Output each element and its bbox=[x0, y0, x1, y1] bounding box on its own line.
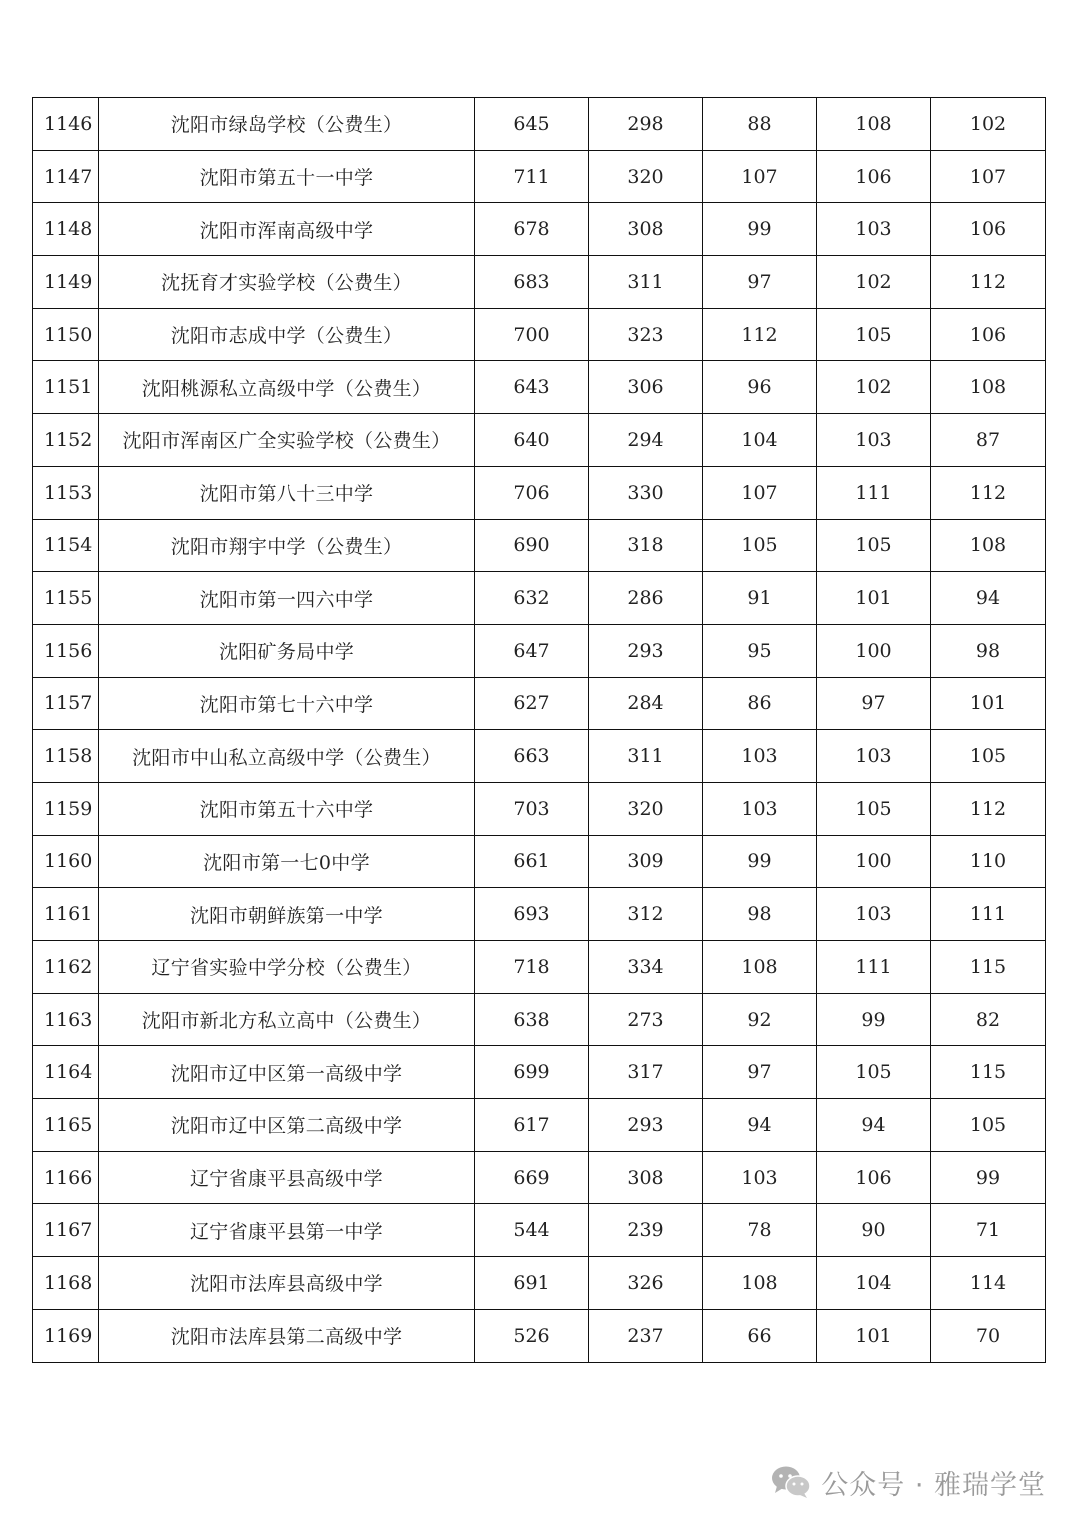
score-cell-3: 103 bbox=[703, 1151, 817, 1204]
score-cell-4: 102 bbox=[817, 256, 931, 309]
row-id-cell: 1163 bbox=[33, 993, 99, 1046]
score-cell-1: 691 bbox=[475, 1257, 589, 1310]
score-cell-3: 99 bbox=[703, 835, 817, 888]
school-name-cell: 辽宁省康平县第一中学 bbox=[99, 1204, 475, 1257]
score-cell-5: 82 bbox=[931, 993, 1046, 1046]
score-cell-3: 95 bbox=[703, 624, 817, 677]
school-name-cell: 沈阳市法库县高级中学 bbox=[99, 1257, 475, 1310]
score-cell-2: 237 bbox=[589, 1309, 703, 1362]
score-cell-4: 108 bbox=[817, 98, 931, 151]
wechat-icon bbox=[771, 1465, 811, 1499]
school-name-cell: 沈抚育才实验学校（公费生） bbox=[99, 256, 475, 309]
score-cell-1: 703 bbox=[475, 782, 589, 835]
score-cell-4: 97 bbox=[817, 677, 931, 730]
score-cell-1: 643 bbox=[475, 361, 589, 414]
score-cell-3: 104 bbox=[703, 414, 817, 467]
score-cell-5: 105 bbox=[931, 730, 1046, 783]
school-name-cell: 沈阳市志成中学（公费生） bbox=[99, 308, 475, 361]
row-id-cell: 1160 bbox=[33, 835, 99, 888]
row-id-cell: 1169 bbox=[33, 1309, 99, 1362]
score-cell-1: 693 bbox=[475, 888, 589, 941]
table-row bbox=[33, 1099, 1046, 1152]
score-cell-5: 112 bbox=[931, 782, 1046, 835]
score-cell-4: 105 bbox=[817, 1046, 931, 1099]
school-name-cell: 沈阳市朝鲜族第一中学 bbox=[99, 888, 475, 941]
score-cell-1: 661 bbox=[475, 835, 589, 888]
school-name-cell: 沈阳市第五十一中学 bbox=[99, 150, 475, 203]
score-cell-1: 632 bbox=[475, 572, 589, 625]
score-cell-1: 718 bbox=[475, 941, 589, 994]
score-cell-4: 101 bbox=[817, 572, 931, 625]
score-cell-3: 94 bbox=[703, 1099, 817, 1152]
school-name-cell: 辽宁省实验中学分校（公费生） bbox=[99, 941, 475, 994]
row-id-cell: 1156 bbox=[33, 624, 99, 677]
score-cell-3: 96 bbox=[703, 361, 817, 414]
score-cell-5: 99 bbox=[931, 1151, 1046, 1204]
score-cell-3: 108 bbox=[703, 941, 817, 994]
table-row bbox=[33, 414, 1046, 467]
row-id-cell: 1166 bbox=[33, 1151, 99, 1204]
score-cell-3: 66 bbox=[703, 1309, 817, 1362]
score-cell-4: 101 bbox=[817, 1309, 931, 1362]
row-id-cell: 1168 bbox=[33, 1257, 99, 1310]
score-cell-5: 107 bbox=[931, 150, 1046, 203]
score-cell-3: 78 bbox=[703, 1204, 817, 1257]
score-cell-3: 98 bbox=[703, 888, 817, 941]
score-cell-4: 90 bbox=[817, 1204, 931, 1257]
table-row bbox=[33, 941, 1046, 994]
row-id-cell: 1150 bbox=[33, 308, 99, 361]
table-row bbox=[33, 572, 1046, 625]
score-cell-1: 690 bbox=[475, 519, 589, 572]
score-cell-2: 320 bbox=[589, 150, 703, 203]
score-cell-2: 330 bbox=[589, 466, 703, 519]
school-name-cell: 沈阳市法库县第二高级中学 bbox=[99, 1309, 475, 1362]
score-cell-1: 683 bbox=[475, 256, 589, 309]
score-cell-3: 108 bbox=[703, 1257, 817, 1310]
score-cell-2: 309 bbox=[589, 835, 703, 888]
score-cell-4: 99 bbox=[817, 993, 931, 1046]
table-row bbox=[33, 361, 1046, 414]
school-name-cell: 沈阳市新北方私立高中（公费生） bbox=[99, 993, 475, 1046]
school-name-cell: 沈阳市第五十六中学 bbox=[99, 782, 475, 835]
score-cell-1: 617 bbox=[475, 1099, 589, 1152]
score-cell-4: 103 bbox=[817, 730, 931, 783]
table-row bbox=[33, 466, 1046, 519]
row-id-cell: 1167 bbox=[33, 1204, 99, 1257]
score-cell-1: 699 bbox=[475, 1046, 589, 1099]
table-row bbox=[33, 993, 1046, 1046]
score-cell-5: 71 bbox=[931, 1204, 1046, 1257]
table-row bbox=[33, 624, 1046, 677]
score-cell-5: 111 bbox=[931, 888, 1046, 941]
school-name-cell: 沈阳矿务局中学 bbox=[99, 624, 475, 677]
school-name-cell: 沈阳市辽中区第二高级中学 bbox=[99, 1099, 475, 1152]
school-name-cell: 沈阳市中山私立高级中学（公费生） bbox=[99, 730, 475, 783]
score-cell-5: 106 bbox=[931, 308, 1046, 361]
score-cell-2: 320 bbox=[589, 782, 703, 835]
row-id-cell: 1149 bbox=[33, 256, 99, 309]
table-row bbox=[33, 782, 1046, 835]
table-row bbox=[33, 519, 1046, 572]
score-cell-5: 108 bbox=[931, 519, 1046, 572]
table-row bbox=[33, 835, 1046, 888]
score-cell-2: 293 bbox=[589, 624, 703, 677]
score-cell-3: 88 bbox=[703, 98, 817, 151]
row-id-cell: 1154 bbox=[33, 519, 99, 572]
watermark-text: 公众号 · 雅瑞学堂 bbox=[821, 1469, 1046, 1501]
table-row bbox=[33, 203, 1046, 256]
score-cell-3: 97 bbox=[703, 256, 817, 309]
table-row bbox=[33, 1204, 1046, 1257]
school-name-cell: 沈阳市浑南区广全实验学校（公费生） bbox=[99, 414, 475, 467]
row-id-cell: 1155 bbox=[33, 572, 99, 625]
score-cell-3: 107 bbox=[703, 150, 817, 203]
row-id-cell: 1164 bbox=[33, 1046, 99, 1099]
table-row bbox=[33, 677, 1046, 730]
score-cell-3: 92 bbox=[703, 993, 817, 1046]
score-cell-2: 318 bbox=[589, 519, 703, 572]
table-row bbox=[33, 1151, 1046, 1204]
score-cell-2: 311 bbox=[589, 730, 703, 783]
score-cell-4: 111 bbox=[817, 941, 931, 994]
score-cell-5: 70 bbox=[931, 1309, 1046, 1362]
score-cell-2: 284 bbox=[589, 677, 703, 730]
row-id-cell: 1152 bbox=[33, 414, 99, 467]
table-row bbox=[33, 888, 1046, 941]
score-cell-2: 298 bbox=[589, 98, 703, 151]
score-cell-3: 91 bbox=[703, 572, 817, 625]
score-cell-2: 326 bbox=[589, 1257, 703, 1310]
score-cell-1: 663 bbox=[475, 730, 589, 783]
score-cell-2: 311 bbox=[589, 256, 703, 309]
score-cell-5: 102 bbox=[931, 98, 1046, 151]
score-cell-1: 645 bbox=[475, 98, 589, 151]
watermark bbox=[771, 1462, 1046, 1502]
score-cell-4: 102 bbox=[817, 361, 931, 414]
score-cell-2: 306 bbox=[589, 361, 703, 414]
score-cell-2: 293 bbox=[589, 1099, 703, 1152]
table-row bbox=[33, 98, 1046, 151]
score-cell-4: 94 bbox=[817, 1099, 931, 1152]
score-cell-4: 106 bbox=[817, 1151, 931, 1204]
score-cell-1: 544 bbox=[475, 1204, 589, 1257]
school-name-cell: 沈阳市辽中区第一高级中学 bbox=[99, 1046, 475, 1099]
score-cell-5: 112 bbox=[931, 256, 1046, 309]
score-cell-4: 104 bbox=[817, 1257, 931, 1310]
row-id-cell: 1165 bbox=[33, 1099, 99, 1152]
school-name-cell: 沈阳桃源私立高级中学（公费生） bbox=[99, 361, 475, 414]
score-cell-5: 94 bbox=[931, 572, 1046, 625]
score-cell-5: 112 bbox=[931, 466, 1046, 519]
score-cell-4: 105 bbox=[817, 308, 931, 361]
score-cell-3: 105 bbox=[703, 519, 817, 572]
score-cell-3: 86 bbox=[703, 677, 817, 730]
score-cell-2: 294 bbox=[589, 414, 703, 467]
score-cell-1: 706 bbox=[475, 466, 589, 519]
score-cell-4: 100 bbox=[817, 835, 931, 888]
score-cell-2: 308 bbox=[589, 1151, 703, 1204]
row-id-cell: 1148 bbox=[33, 203, 99, 256]
table-row bbox=[33, 1257, 1046, 1310]
score-cell-2: 317 bbox=[589, 1046, 703, 1099]
score-cell-1: 700 bbox=[475, 308, 589, 361]
score-cell-4: 105 bbox=[817, 519, 931, 572]
score-table bbox=[32, 97, 1046, 1363]
score-cell-1: 526 bbox=[475, 1309, 589, 1362]
score-cell-2: 273 bbox=[589, 993, 703, 1046]
score-cell-4: 103 bbox=[817, 888, 931, 941]
score-cell-5: 115 bbox=[931, 1046, 1046, 1099]
score-cell-5: 108 bbox=[931, 361, 1046, 414]
score-cell-3: 107 bbox=[703, 466, 817, 519]
row-id-cell: 1147 bbox=[33, 150, 99, 203]
score-cell-4: 111 bbox=[817, 466, 931, 519]
table-row bbox=[33, 308, 1046, 361]
row-id-cell: 1161 bbox=[33, 888, 99, 941]
score-cell-3: 97 bbox=[703, 1046, 817, 1099]
score-cell-2: 323 bbox=[589, 308, 703, 361]
row-id-cell: 1151 bbox=[33, 361, 99, 414]
score-cell-1: 640 bbox=[475, 414, 589, 467]
score-cell-4: 105 bbox=[817, 782, 931, 835]
table-row bbox=[33, 730, 1046, 783]
score-cell-1: 711 bbox=[475, 150, 589, 203]
score-cell-5: 110 bbox=[931, 835, 1046, 888]
school-name-cell: 沈阳市浑南高级中学 bbox=[99, 203, 475, 256]
row-id-cell: 1158 bbox=[33, 730, 99, 783]
score-cell-2: 286 bbox=[589, 572, 703, 625]
row-id-cell: 1162 bbox=[33, 941, 99, 994]
row-id-cell: 1153 bbox=[33, 466, 99, 519]
score-cell-5: 87 bbox=[931, 414, 1046, 467]
school-name-cell: 沈阳市第一七0中学 bbox=[99, 835, 475, 888]
table-row bbox=[33, 150, 1046, 203]
score-cell-3: 99 bbox=[703, 203, 817, 256]
table-row bbox=[33, 1309, 1046, 1362]
row-id-cell: 1157 bbox=[33, 677, 99, 730]
score-cell-5: 98 bbox=[931, 624, 1046, 677]
score-cell-5: 105 bbox=[931, 1099, 1046, 1152]
school-name-cell: 沈阳市第七十六中学 bbox=[99, 677, 475, 730]
score-cell-1: 647 bbox=[475, 624, 589, 677]
school-name-cell: 沈阳市绿岛学校（公费生） bbox=[99, 98, 475, 151]
score-cell-2: 308 bbox=[589, 203, 703, 256]
score-cell-1: 678 bbox=[475, 203, 589, 256]
table-body bbox=[33, 98, 1046, 1363]
score-cell-1: 627 bbox=[475, 677, 589, 730]
score-cell-4: 103 bbox=[817, 203, 931, 256]
row-id-cell: 1159 bbox=[33, 782, 99, 835]
score-cell-4: 103 bbox=[817, 414, 931, 467]
score-cell-4: 106 bbox=[817, 150, 931, 203]
score-cell-2: 239 bbox=[589, 1204, 703, 1257]
score-cell-5: 101 bbox=[931, 677, 1046, 730]
score-cell-1: 638 bbox=[475, 993, 589, 1046]
score-cell-5: 115 bbox=[931, 941, 1046, 994]
table-row bbox=[33, 1046, 1046, 1099]
score-cell-2: 312 bbox=[589, 888, 703, 941]
table-row bbox=[33, 256, 1046, 309]
score-cell-4: 100 bbox=[817, 624, 931, 677]
school-name-cell: 沈阳市第八十三中学 bbox=[99, 466, 475, 519]
score-cell-3: 103 bbox=[703, 730, 817, 783]
score-cell-2: 334 bbox=[589, 941, 703, 994]
school-name-cell: 辽宁省康平县高级中学 bbox=[99, 1151, 475, 1204]
score-cell-3: 103 bbox=[703, 782, 817, 835]
school-name-cell: 沈阳市翔宇中学（公费生） bbox=[99, 519, 475, 572]
score-cell-5: 106 bbox=[931, 203, 1046, 256]
row-id-cell: 1146 bbox=[33, 98, 99, 151]
score-cell-1: 669 bbox=[475, 1151, 589, 1204]
school-name-cell: 沈阳市第一四六中学 bbox=[99, 572, 475, 625]
score-cell-3: 112 bbox=[703, 308, 817, 361]
score-cell-5: 114 bbox=[931, 1257, 1046, 1310]
